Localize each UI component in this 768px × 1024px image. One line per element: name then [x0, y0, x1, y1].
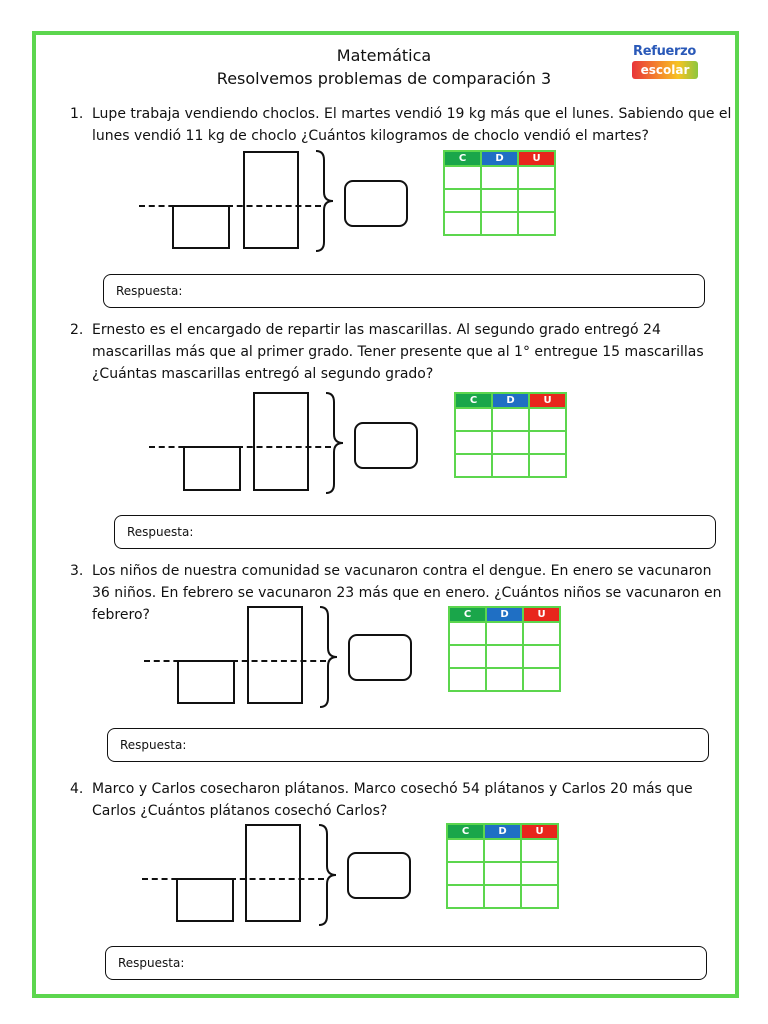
- table-cell[interactable]: [492, 454, 529, 477]
- place-value-table[interactable]: [443, 150, 556, 236]
- table-cell[interactable]: [444, 212, 481, 235]
- answer-box[interactable]: Respuesta:: [103, 274, 705, 308]
- problem-number: 1.: [70, 106, 84, 122]
- subject-title: Matemática: [336, 46, 432, 65]
- comparison-line: [149, 446, 331, 448]
- refuerzo-escolar-logo: [632, 44, 700, 80]
- table-cell[interactable]: [523, 622, 560, 645]
- header-c: C: [449, 607, 486, 622]
- table-cell[interactable]: [455, 431, 492, 454]
- worksheet-title: Resolvemos problemas de comparación 3: [216, 69, 552, 88]
- table-cell[interactable]: [481, 189, 518, 212]
- difference-box[interactable]: [344, 180, 408, 227]
- table-cell[interactable]: [449, 622, 486, 645]
- table-cell[interactable]: [521, 839, 558, 862]
- table-cell[interactable]: [449, 645, 486, 668]
- table-cell[interactable]: [492, 431, 529, 454]
- table-cell[interactable]: [447, 839, 484, 862]
- problem-number: 3.: [70, 563, 84, 579]
- table-cell[interactable]: [486, 668, 523, 691]
- table-cell[interactable]: [518, 189, 555, 212]
- table-cell[interactable]: [449, 668, 486, 691]
- problem-number: 2.: [70, 322, 84, 338]
- table-cell[interactable]: [484, 839, 521, 862]
- header-c: C: [444, 151, 481, 166]
- comparison-line: [142, 878, 324, 880]
- table-cell[interactable]: [521, 862, 558, 885]
- comparison-line: [144, 660, 326, 662]
- brace-icon: [318, 606, 340, 708]
- problem-text: Marco y Carlos cosecharon plátanos. Marco cosechó 54 plátanos y Carlos 20 más que Carlos ¿Cuántos plátanos cosechó Carlos?: [92, 781, 693, 819]
- difference-box[interactable]: [348, 634, 412, 681]
- logo-text-top: Refuerzo: [633, 44, 697, 59]
- header-u: U: [518, 151, 555, 166]
- bar-short: [177, 660, 235, 704]
- table-cell[interactable]: [523, 645, 560, 668]
- header-u: U: [521, 824, 558, 839]
- answer-box[interactable]: Respuesta:: [105, 946, 707, 980]
- table-cell[interactable]: [444, 166, 481, 189]
- table-cell[interactable]: [529, 431, 566, 454]
- place-value-table[interactable]: [454, 392, 567, 478]
- problem-text: Ernesto es el encargado de repartir las mascarillas. Al segundo grado entregó 24 mascarillas más que al primer grado. Tener presente que al 1° entregue 15 mascarillas ¿Cuántas mascarillas entregó al segundo grado?: [92, 322, 704, 382]
- bar-long: [247, 606, 303, 704]
- table-cell[interactable]: [518, 166, 555, 189]
- table-cell[interactable]: [481, 166, 518, 189]
- answer-box[interactable]: Respuesta:: [114, 515, 716, 549]
- table-cell[interactable]: [529, 454, 566, 477]
- table-cell[interactable]: [484, 885, 521, 908]
- table-cell[interactable]: [486, 645, 523, 668]
- comparison-line: [139, 205, 321, 207]
- brace-icon: [314, 150, 336, 252]
- bar-long: [245, 824, 301, 922]
- header-u: U: [523, 607, 560, 622]
- table-cell[interactable]: [444, 189, 481, 212]
- table-cell[interactable]: [492, 408, 529, 431]
- bar-short: [183, 446, 241, 491]
- difference-box[interactable]: [354, 422, 418, 469]
- table-cell[interactable]: [529, 408, 566, 431]
- table-cell[interactable]: [484, 862, 521, 885]
- table-cell[interactable]: [481, 212, 518, 235]
- table-cell[interactable]: [455, 454, 492, 477]
- table-cell[interactable]: [447, 862, 484, 885]
- answer-box[interactable]: Respuesta:: [107, 728, 709, 762]
- bar-short: [176, 878, 234, 922]
- header-c: C: [455, 393, 492, 408]
- problem-text: Lupe trabaja vendiendo choclos. El martes vendió 19 kg más que el lunes. Sabiendo que el lunes vendió 11 kg de choclo ¿Cuántos kilogramos de choclo vendió el martes?: [92, 106, 732, 144]
- table-cell[interactable]: [523, 668, 560, 691]
- header-d: D: [492, 393, 529, 408]
- bar-long: [253, 392, 309, 491]
- table-cell[interactable]: [455, 408, 492, 431]
- difference-box[interactable]: [347, 852, 411, 899]
- brace-icon: [317, 824, 339, 926]
- brace-icon: [324, 392, 346, 494]
- header-d: D: [481, 151, 518, 166]
- table-cell[interactable]: [521, 885, 558, 908]
- place-value-table[interactable]: [446, 823, 559, 909]
- table-cell[interactable]: [518, 212, 555, 235]
- header-d: D: [486, 607, 523, 622]
- logo-text-bottom: escolar: [632, 61, 698, 79]
- table-cell[interactable]: [447, 885, 484, 908]
- bar-long: [243, 151, 299, 249]
- table-cell[interactable]: [486, 622, 523, 645]
- header-d: D: [484, 824, 521, 839]
- header-u: U: [529, 393, 566, 408]
- problem-text: Los niños de nuestra comunidad se vacunaron contra el dengue. En enero se vacunaron 36 niños. En febrero se vacunaron 23 más que en enero. ¿Cuántos niños se vacunaron en febrero?: [92, 563, 722, 623]
- place-value-table[interactable]: [448, 606, 561, 692]
- bar-short: [172, 205, 230, 249]
- problem-number: 4.: [70, 781, 84, 797]
- header-c: C: [447, 824, 484, 839]
